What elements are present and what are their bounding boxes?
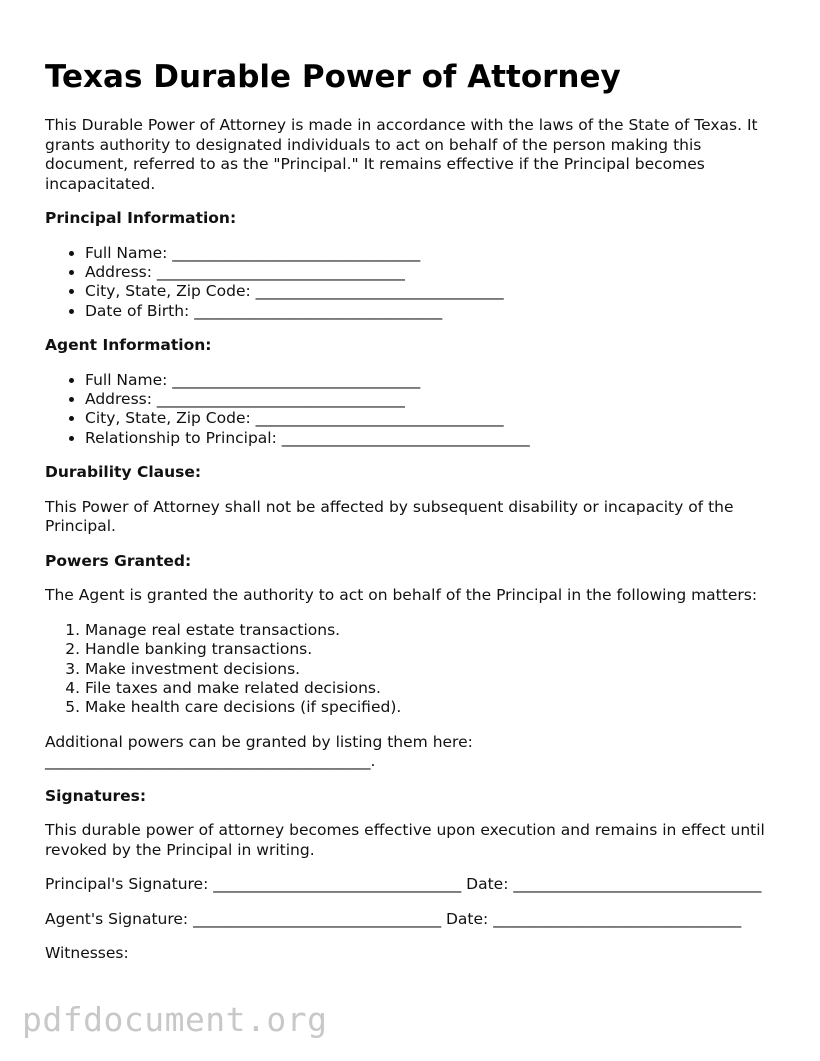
principal-city-state-zip: • City, State, Zip Code: ________________________________: [85, 282, 785, 301]
agent-relationship: • Relationship to Principal: ________________________________: [85, 429, 785, 448]
agent-signature-line: Agent's Signature: ________________________________ Date: ________________________________: [45, 909, 742, 928]
principal-full-name: • Full Name: ________________________________: [85, 244, 785, 263]
powers-list: [45, 621, 785, 718]
power-item: 5. Make health care decisions (if specified).: [85, 698, 785, 717]
agent-list: [45, 371, 785, 449]
powers-heading: Powers Granted:: [45, 551, 192, 570]
principal-address: • Address: ________________________________: [85, 263, 785, 282]
principal-signature-line: Principal's Signature: ________________________________ Date: ________________________________: [45, 875, 762, 894]
durability-text: This Power of Attorney shall not be affected by subsequent disability or incapacity of the Principal.: [45, 497, 734, 536]
power-item: 1. Manage real estate transactions.: [85, 621, 785, 640]
signatures-heading: Signatures:: [45, 786, 147, 805]
agent-city-state-zip: • City, State, Zip Code: ________________________________: [85, 409, 785, 428]
powers-intro: The Agent is granted the authority to act on behalf of the Principal in the following matters:: [45, 586, 758, 605]
signatures-text: This durable power of attorney becomes effective upon execution and remains in effect until revoked by the Principal in writing.: [45, 821, 765, 859]
agent-heading: Agent Information:: [45, 336, 212, 355]
intro-paragraph: This Durable Power of Attorney is made in accordance with the laws of the State of Texas. It grants authority to designated individuals to act on behalf of the person making this document, referred to as the "Principal." It remains effective if the Principal becomes incapacitated.: [45, 116, 758, 193]
durability-heading: Durability Clause:: [45, 463, 202, 482]
document-title: Texas Durable Power of Attorney: [45, 59, 621, 95]
watermark: pdfdocument.org: [22, 1000, 328, 1039]
document-page: [45, 58, 785, 964]
additional-powers: Additional powers can be granted by listing them here: __________________________________________.: [45, 732, 473, 771]
power-item: 4. File taxes and make related decisions.: [85, 679, 785, 698]
principal-date-of-birth: • Date of Birth: ________________________________: [85, 302, 785, 321]
principal-heading: Principal Information:: [45, 209, 237, 227]
power-item: 2. Handle banking transactions.: [85, 640, 785, 659]
witnesses-label: Witnesses:: [45, 944, 129, 963]
agent-address: • Address: ________________________________: [85, 390, 785, 409]
agent-full-name: • Full Name: ________________________________: [85, 371, 785, 390]
power-item: 3. Make investment decisions.: [85, 660, 785, 679]
principal-list: [45, 244, 785, 322]
